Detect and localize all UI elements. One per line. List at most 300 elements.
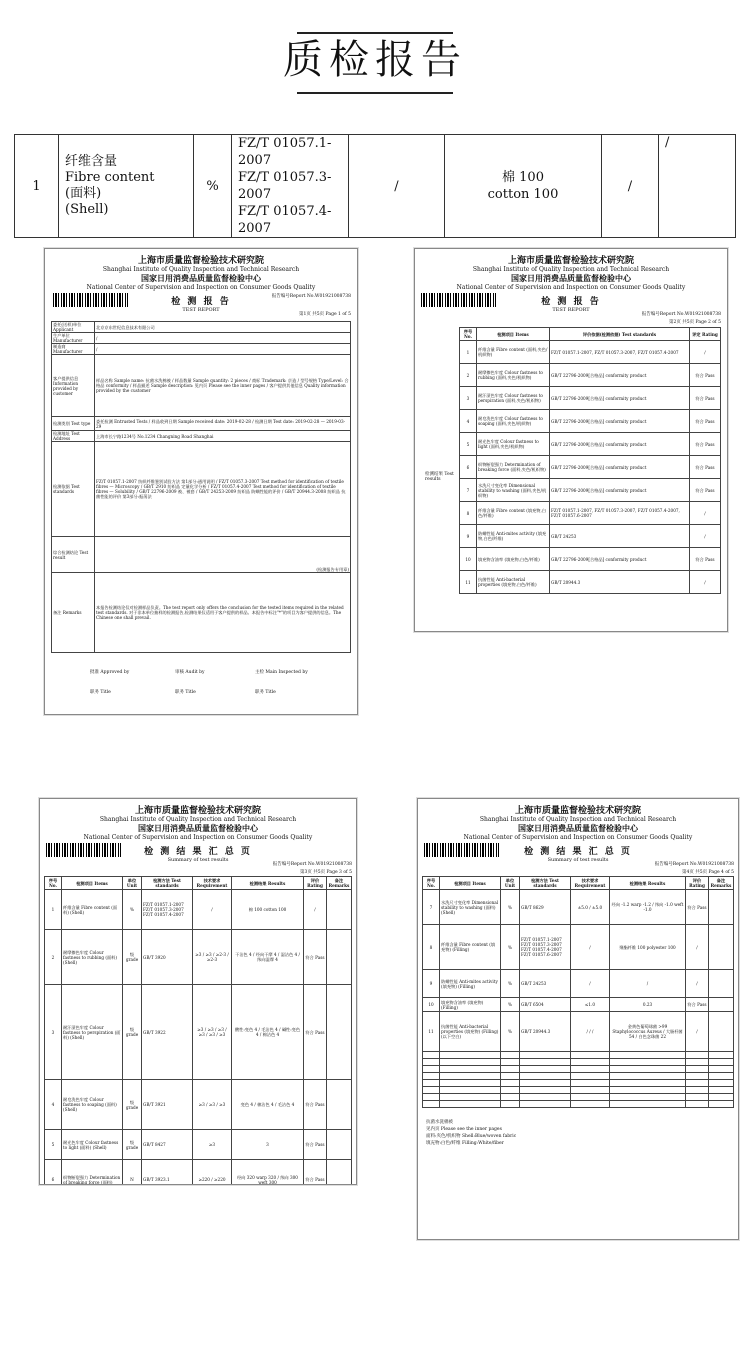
- row-number: 3: [45, 985, 62, 1080]
- remarks-cell: /: [659, 135, 736, 238]
- row-number: 11: [460, 571, 477, 594]
- row-number: 1: [45, 890, 62, 930]
- row-result: 经向 -1.2 warp -1.2 / 纬向 -1.0 weft -1.0: [610, 890, 686, 925]
- title-2: 职务 Title: [175, 690, 196, 695]
- report-info-table: [51, 321, 351, 653]
- row-item: 抗菌性能 Anti-bacterial properties (填充物,白色/纤维): [477, 571, 550, 594]
- table-row: [460, 479, 721, 502]
- row-rating: /: [304, 890, 327, 930]
- standard-1: FZ/T 01057.1-2007: [238, 136, 332, 168]
- row-item: 耐皂洗色牢度 Colour fastness to soaping (面料,夹色/机织物): [477, 410, 550, 433]
- blank-cell: [686, 1066, 709, 1073]
- row-number: 9: [423, 970, 440, 998]
- blank-cell: [571, 1094, 610, 1101]
- blank-cell: [423, 1059, 440, 1066]
- row-rating: 符合 Pass: [690, 364, 721, 387]
- result-cn: 棉 100: [502, 170, 544, 185]
- blank-cell: [501, 1101, 520, 1108]
- blank-cell: [440, 1087, 501, 1094]
- report-number: 报告编号Report No.W01921008738: [271, 294, 351, 299]
- blank-cell: [686, 1073, 709, 1080]
- barcode: [53, 293, 128, 307]
- table-header: [423, 877, 734, 890]
- row-standard: GB/T 22796-2009[合格品] conformity product: [550, 433, 690, 456]
- table-header: [45, 877, 352, 890]
- blank-cell: [423, 1087, 440, 1094]
- column-header: 序号 No.: [45, 877, 62, 890]
- row-number: 2: [45, 930, 62, 985]
- row-requirement: /: [193, 890, 232, 930]
- institute-cn: 上海市质量监督检验技术研究院: [514, 806, 641, 816]
- row-number: 8: [423, 925, 440, 970]
- table-row: [52, 355, 351, 417]
- info-value: 上海市长宁路1234号 No.1234 Changning Road Shanghai: [95, 431, 351, 442]
- row-item: 纤维含量 Fibre content (面料,夹色/机织物): [477, 341, 550, 364]
- row-item: 耐光色牢度 Colour fastness to light (面料,夹色/机织物): [477, 433, 550, 456]
- blank-cell: [440, 1066, 501, 1073]
- table-row: [423, 890, 734, 925]
- table-row: [423, 970, 734, 998]
- summary-title-cn: 检 测 结 果 汇 总 页: [524, 847, 632, 857]
- row-standard: GB/T 22796-2009[合格品] conformity product: [550, 479, 690, 502]
- blank-cell: [686, 1087, 709, 1094]
- barcode: [424, 843, 499, 857]
- blank-cell: [520, 1094, 571, 1101]
- row-rating: 符合 Pass: [304, 1130, 327, 1160]
- row-requirement: ≥3 / ≥3 / ≥2-3 / ≥2-3: [193, 930, 232, 985]
- row-item: 耐皂洗色牢度 Colour fastness to soaping (面料) (Shell): [62, 1080, 123, 1130]
- blank-row: [423, 1066, 734, 1073]
- blank-cell: [423, 1101, 440, 1108]
- report-number: 报告编号Report No.W01921008738: [272, 862, 352, 867]
- table-row: [423, 998, 734, 1012]
- table-row: [52, 573, 351, 653]
- row-result: 聚酯纤维 100 polyester 100: [610, 925, 686, 970]
- row-remarks: [327, 930, 352, 985]
- blank-cell: [571, 1059, 610, 1066]
- row-rating: /: [690, 341, 721, 364]
- blank-cell: [423, 1080, 440, 1087]
- row-unit: %: [501, 998, 520, 1012]
- table-row: [15, 135, 736, 238]
- report-number: 报告编号Report No.W01921008738: [654, 862, 734, 867]
- blank-cell: [709, 1094, 734, 1101]
- row-remarks: [709, 890, 734, 925]
- row-standard: GB/T 8629: [520, 890, 571, 925]
- row-remarks: [327, 1160, 352, 1186]
- standards-cell: [232, 135, 349, 238]
- report-page-4: [417, 798, 739, 1240]
- row-requirement: ±5.0 / ±5.0: [571, 890, 610, 925]
- report-title-en: TEST REPORT: [182, 307, 220, 313]
- row-item: 耐摩擦色牢度 Colour fastness to rubbing (面料,夹色/机织物): [477, 364, 550, 387]
- blank-cell: [610, 1094, 686, 1101]
- row-standard: GB/T 22796-2009[合格品] conformity product: [550, 364, 690, 387]
- center-en: National Center of Supervision and Inspection on Consumer Goods Quality: [86, 284, 316, 291]
- table-row: [460, 433, 721, 456]
- row-result: 变色 4 / 棉沾色 4 / 毛沾色 4: [232, 1080, 304, 1130]
- row-rating: 符合 Pass: [690, 387, 721, 410]
- table-row: [460, 387, 721, 410]
- row-remarks: [327, 890, 352, 930]
- blank-row: [423, 1101, 734, 1108]
- info-label: 检测依据 Test standards: [52, 442, 95, 537]
- report-page-2: [414, 248, 728, 632]
- blank-row: [423, 1080, 734, 1087]
- report-page-1: [44, 248, 358, 715]
- row-rating: /: [690, 525, 721, 548]
- blank-cell: [709, 1059, 734, 1066]
- row-item: 织物断裂强力 Determination of breaking force (面料): [62, 1160, 123, 1186]
- row-result: /: [610, 970, 686, 998]
- table-row: [423, 1012, 734, 1052]
- row-unit: %: [501, 925, 520, 970]
- blank-cell: [610, 1066, 686, 1073]
- summary-title-cn: 检 测 结 果 汇 总 页: [144, 847, 252, 857]
- info-label: 综合检测结论 Test result: [52, 537, 95, 573]
- table-row: [52, 344, 351, 355]
- column-header: 单位 Unit: [501, 877, 520, 890]
- notes-block: [426, 1119, 516, 1147]
- blank-cell: [571, 1101, 610, 1108]
- blank-cell: [440, 1052, 501, 1059]
- blank-cell: [440, 1073, 501, 1080]
- blank-cell: [686, 1052, 709, 1059]
- row-requirement: ≥220 / ≥220: [193, 1160, 232, 1186]
- info-label: 检测地址 Test Address: [52, 431, 95, 442]
- blank-cell: [571, 1087, 610, 1094]
- row-item: 耐汗渍色牢度 Colour fastness to perspiration (面料,夹色/机织物): [477, 387, 550, 410]
- row-rating: 符合 Pass: [690, 479, 721, 502]
- side-label: 检测结果 Test results: [425, 472, 454, 482]
- blank-cell: [423, 1052, 440, 1059]
- page-number: 第4页 共5页 Page 4 of 5: [681, 870, 734, 875]
- center-en: National Center of Supervision and Inspection on Consumer Goods Quality: [463, 834, 693, 841]
- blank-row: [423, 1059, 734, 1066]
- row-requirement: ≥3 / ≥3 / ≥3 / ≥3 / ≥3 / ≥3: [193, 985, 232, 1080]
- row-item: 耐摩擦色牢度 Colour fastness to rubbing (面料) (Shell): [62, 930, 123, 985]
- blank-cell: [686, 1101, 709, 1108]
- blank-cell: [520, 1066, 571, 1073]
- row-number: 2: [460, 364, 477, 387]
- note-line: 填充物:白色/纤维 Filling:White/fiber: [426, 1141, 504, 1146]
- institute-en: Shanghai Institute of Quality Inspection and Technical Research: [472, 266, 670, 273]
- row-standard: FZ/T 01057.1-2007, FZ/T 01057.3-2007, FZ/T 01057.4-2007, FZ/T 01057.6-2007: [550, 502, 690, 525]
- blank-cell: [423, 1073, 440, 1080]
- row-item: 防螨性能 Anti-mites activity (填充物) (Filling): [440, 970, 501, 998]
- barcode: [46, 843, 121, 857]
- institute-en: Shanghai Institute of Quality Inspection and Technical Research: [479, 816, 677, 823]
- column-header: 评价 Rating: [686, 877, 709, 890]
- row-standard: FZ/T 01057.1-2007 FZ/T 01057.3-2007 FZ/T 01057.4-2007 FZ/T 01057.6-2007: [520, 925, 571, 970]
- row-standard: GB/T 22796-2009[合格品] conformity product: [550, 456, 690, 479]
- blank-cell: [423, 1066, 440, 1073]
- info-value: (检测报告专用章): [95, 537, 351, 573]
- column-header: 技术要求 Requirement: [193, 877, 232, 890]
- item-en: Fibre content: [65, 170, 155, 185]
- row-rating: 符合 Pass: [304, 930, 327, 985]
- table-row: [460, 525, 721, 548]
- row-standard: GB/T 24253: [520, 970, 571, 998]
- info-value: 委托检测 Entrusted Tests / 样品收到日期 Sample received date: 2019-02-28 / 检测日期 Test date: 2019-02-28 — 2019-03-29: [95, 417, 351, 431]
- row-rating: 符合 Pass: [690, 410, 721, 433]
- report-title-cn: 检 测 报 告: [541, 297, 601, 307]
- column-header: 检测结果 Results: [232, 877, 304, 890]
- row-remarks: [709, 970, 734, 998]
- row-standard: GB/T 3923.1: [142, 1160, 193, 1186]
- row-requirement: ≤1.0: [571, 998, 610, 1012]
- row-rating: 符合 Pass: [690, 548, 721, 571]
- table-row: [52, 333, 351, 344]
- column-header: 单位 Unit: [123, 877, 142, 890]
- row-result: 0.23: [610, 998, 686, 1012]
- table-row: [52, 322, 351, 333]
- row-rating: 符合 Pass: [686, 998, 709, 1012]
- barcode: [421, 293, 496, 307]
- blank-cell: [709, 1052, 734, 1059]
- center-en: National Center of Supervision and Inspection on Consumer Goods Quality: [83, 834, 313, 841]
- standard-3: FZ/T 01057.4-2007: [238, 204, 332, 236]
- note-line: 见内页 Please see the inner pages: [426, 1127, 502, 1132]
- info-label: 制造商 Manufacturer: [52, 344, 95, 355]
- row-standard: GB/T 3921: [142, 1080, 193, 1130]
- info-value: 北京京东世纪信息技术有限公司: [95, 322, 351, 333]
- summary-table: [44, 876, 352, 1185]
- row-number: 6: [45, 1160, 62, 1186]
- blank-cell: [686, 1059, 709, 1066]
- item-cn: 纤维含量: [65, 154, 118, 169]
- row-number: 1: [460, 341, 477, 364]
- row-item: 填充物含油率 (填充物) (Filling): [440, 998, 501, 1012]
- blank-cell: [571, 1052, 610, 1059]
- blank-cell: [520, 1087, 571, 1094]
- row-requirement: ≥3 / ≥3 / ≥3: [193, 1080, 232, 1130]
- blank-cell: [440, 1080, 501, 1087]
- table-row: [460, 456, 721, 479]
- row-number: 6: [460, 456, 477, 479]
- column-header: 检测项目 Items: [440, 877, 501, 890]
- row-number: 7: [460, 479, 477, 502]
- row-unit: 级 grade: [123, 985, 142, 1080]
- blank-cell: [501, 1059, 520, 1066]
- row-result: 干沾色 4 / 经向干摩 4 / 湿沾色 4 / 纬向湿摩 4: [232, 930, 304, 985]
- blank-cell: [610, 1073, 686, 1080]
- info-value: /: [95, 333, 351, 344]
- row-item: 耐汗渍色牢度 Colour fastness to perspiration (面料) (Shell): [62, 985, 123, 1080]
- info-label: 检测类别 Test type: [52, 417, 95, 431]
- row-item: 填充物含油率 (填充物,白色/纤维): [477, 548, 550, 571]
- column-header: 序号 No.: [423, 877, 440, 890]
- table-row: [45, 1080, 352, 1130]
- table-row: [460, 341, 721, 364]
- blank-cell: [571, 1066, 610, 1073]
- report-page-3: [39, 798, 357, 1185]
- row-number: 3: [460, 387, 477, 410]
- table-row: [45, 1130, 352, 1160]
- main-inspected-by: 主检 Main Inspected by: [255, 670, 308, 675]
- blank-cell: [440, 1094, 501, 1101]
- column-header: 序号 No.: [460, 328, 477, 341]
- blank-cell: [440, 1059, 501, 1066]
- row-standard: GB/T 20944.3: [520, 1012, 571, 1052]
- unit-cell: %: [194, 135, 232, 238]
- row-remarks: [327, 1130, 352, 1160]
- blank-cell: [520, 1101, 571, 1108]
- row-result: 棉 100 cotton 100: [232, 890, 304, 930]
- table-row: [423, 925, 734, 970]
- requirement-cell: /: [349, 135, 445, 238]
- row-requirement: / / /: [571, 1012, 610, 1052]
- column-header: 备注 Remarks: [709, 877, 734, 890]
- page-heading: 质检报告: [283, 37, 467, 83]
- column-header: 检测项目 Items: [477, 328, 550, 341]
- row-item: 织物断裂强力 Determination of breaking force (面料,夹色/机织物): [477, 456, 550, 479]
- row-standard: GB/T 3920: [142, 930, 193, 985]
- row-standard: GB/T 22796-2009[合格品] conformity product: [550, 387, 690, 410]
- column-header: 备注 Remarks: [327, 877, 352, 890]
- table-row: [45, 985, 352, 1080]
- row-item: 耐光色牢度 Colour fastness to light (面料) (Shell): [62, 1130, 123, 1160]
- row-rating: /: [686, 1012, 709, 1052]
- info-value: 样品名称 Sample name: 抗菌水洗棉被 / 样品数量 Sample quantity: 2 pieces / 商标 Trademark: 京造 / 型号规格 Type/Level: 合格品 conformity / 样品描述 Sample description: 见内页 Please see the inner pages / 客户提供其他信息 Quality information provided by the customer: [95, 355, 351, 417]
- blank-cell: [709, 1080, 734, 1087]
- report-number: 报告编号Report No.W01921008738: [641, 312, 721, 317]
- info-label: 客户提供信息 Information provided by customer: [52, 355, 95, 417]
- row-unit: %: [501, 1012, 520, 1052]
- column-header: 检测结果 Results: [610, 877, 686, 890]
- blank-cell: [520, 1052, 571, 1059]
- row-requirement: ≥3: [193, 1130, 232, 1160]
- standard-2: FZ/T 01057.3-2007: [238, 170, 332, 202]
- center-cn: 国家日用消费品质量监督检验中心: [518, 824, 638, 833]
- row-number: 11: [423, 1012, 440, 1052]
- blank-cell: [610, 1080, 686, 1087]
- table-row: [460, 502, 721, 525]
- row-standard: GB/T 22796-2009[合格品] conformity product: [550, 410, 690, 433]
- blank-row: [423, 1087, 734, 1094]
- blank-cell: [709, 1101, 734, 1108]
- row-number: 5: [45, 1130, 62, 1160]
- heading-rule-bottom: [297, 92, 453, 94]
- blank-row: [423, 1073, 734, 1080]
- info-label: 生产单位 Manufacturer: [52, 333, 95, 344]
- blank-cell: [571, 1080, 610, 1087]
- row-number: 5: [460, 433, 477, 456]
- row-number: 7: [423, 890, 440, 925]
- table-row: [52, 537, 351, 573]
- table-header: [460, 328, 721, 341]
- institute-cn: 上海市质量监督检验技术研究院: [507, 256, 634, 266]
- blank-cell: [610, 1052, 686, 1059]
- page-number: 第2页 共5页 Page 2 of 5: [668, 320, 721, 325]
- blank-cell: [686, 1080, 709, 1087]
- blank-cell: [686, 1094, 709, 1101]
- blank-row: [423, 1094, 734, 1101]
- column-header: 评价依据(检测依据) Test standards: [550, 328, 690, 341]
- row-unit: 级 grade: [123, 930, 142, 985]
- page-number: 第3页 共5页 Page 3 of 5: [299, 870, 352, 875]
- approved-by: 批准 Approved by: [90, 670, 130, 675]
- blank-cell: [520, 1080, 571, 1087]
- blank-cell: [501, 1080, 520, 1087]
- title-1: 职务 Title: [90, 690, 111, 695]
- blank-row: [423, 1052, 734, 1059]
- blank-cell: [440, 1101, 501, 1108]
- row-number: 9: [460, 525, 477, 548]
- row-item: 水洗尺寸变化率 Dimensional stability to washing (面料,夹色/机织物): [477, 479, 550, 502]
- row-standard: GB/T 3922: [142, 985, 193, 1080]
- row-number: 1: [15, 135, 59, 238]
- report-title-cn: 检 测 报 告: [171, 297, 231, 307]
- institute-en: Shanghai Institute of Quality Inspection and Technical Research: [99, 816, 297, 823]
- summary-table-continued: [422, 876, 734, 1108]
- row-standard: FZ/T 01057.1-2007 FZ/T 01057.3-2007 FZ/T 01057.4-2007: [142, 890, 193, 930]
- row-standard: GB/T 8427: [142, 1130, 193, 1160]
- blank-cell: [610, 1087, 686, 1094]
- column-header: 检测方法 Test standards: [520, 877, 571, 890]
- row-unit: %: [501, 890, 520, 925]
- row-standard: GB/T 22796-2009[合格品] conformity product: [550, 548, 690, 571]
- row-item: 抗菌性能 Anti-bacterial properties (填充物) (Filling) (以下空白): [440, 1012, 501, 1052]
- row-item: 纤维含量 Fibre content (面料) (Shell): [62, 890, 123, 930]
- table-row: [460, 364, 721, 387]
- table-row: [45, 890, 352, 930]
- blank-cell: [501, 1066, 520, 1073]
- report-title-en: TEST REPORT: [552, 307, 590, 313]
- rating-cell: /: [602, 135, 659, 238]
- row-unit: %: [123, 890, 142, 930]
- blank-cell: [709, 1087, 734, 1094]
- row-number: 4: [45, 1080, 62, 1130]
- blank-cell: [520, 1059, 571, 1066]
- table-row: [45, 1160, 352, 1186]
- row-remarks: [327, 985, 352, 1080]
- blank-cell: [571, 1073, 610, 1080]
- info-value: FZ/T 01057.1-2007 纺织纤维鉴别试验方法 第1部分:通用说明 / FZ/T 01057.3-2007 Test method for identification of textile fibres — Microscopy / GB/T 2910 纺织品 定量化学分析 / FZ/T 01057.4-2007 Test method for identification of textile fibres — Solubility / GB/T 22796-2009 被、被套 / GB/T 24253-2009 纺织品 防螨性能的评价 / GB/T 20944.3-2008 纺织品 抗菌性能的评价 第3部分:振荡法: [95, 442, 351, 537]
- row-number: 10: [423, 998, 440, 1012]
- row-item: 纤维含量 Fibre content (填充物) (Filling): [440, 925, 501, 970]
- row-rating: 符合 Pass: [690, 456, 721, 479]
- row-result: 金黄色葡萄球菌 >99 Staphylococcus Aureus / 大肠杆菌 54 / 白色念珠菌 22: [610, 1012, 686, 1052]
- row-standard: GB/T 20944.3: [550, 571, 690, 594]
- row-standard: GB/T 24253: [550, 525, 690, 548]
- column-header: 检测项目 Items: [62, 877, 123, 890]
- blank-cell: [501, 1052, 520, 1059]
- title-3: 职务 Title: [255, 690, 276, 695]
- institute-cn: 上海市质量监督检验技术研究院: [134, 806, 261, 816]
- center-cn: 国家日用消费品质量监督检验中心: [141, 274, 261, 283]
- row-remarks: [709, 1012, 734, 1052]
- row-remarks: [709, 998, 734, 1012]
- fibre-content-table: [14, 134, 736, 238]
- table-row: [52, 442, 351, 537]
- row-item: 水洗尺寸变化率 Dimensional stability to washing (面料) (Shell): [440, 890, 501, 925]
- row-unit: N: [123, 1160, 142, 1186]
- blank-cell: [501, 1094, 520, 1101]
- part-cn: (面料): [65, 186, 102, 201]
- info-label: 委托(送样)单位 Applicant: [52, 322, 95, 333]
- column-header: 检测方法 Test standards: [142, 877, 193, 890]
- results-table: [459, 327, 721, 594]
- row-result: 酸性:变色 4 / 毛沾色 4 / 碱性:变色 4 / 棉沾色 4: [232, 985, 304, 1080]
- column-header: 评定 Rating: [690, 328, 721, 341]
- result-cell: [445, 135, 602, 238]
- center-cn: 国家日用消费品质量监督检验中心: [511, 274, 631, 283]
- note-line: 面料:夹色/机织物 Shell:Blue/woven fabric: [426, 1134, 517, 1139]
- row-requirement: /: [571, 970, 610, 998]
- item-cell: [59, 135, 194, 238]
- table-row: [460, 571, 721, 594]
